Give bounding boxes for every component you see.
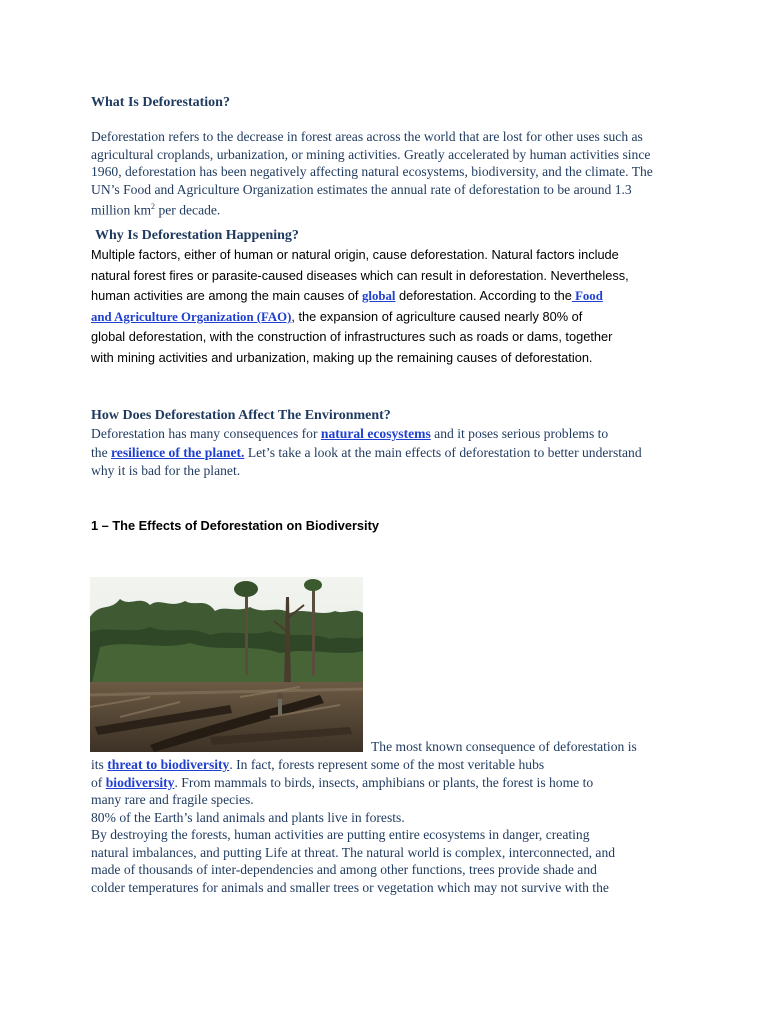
text-span: , the expansion of agriculture caused nearly 80% of	[291, 308, 583, 324]
link-resilience-of-planet[interactable]: resilience of the planet.	[111, 444, 245, 460]
heading-how-affects-environment: How Does Deforestation Affect The Environment?	[91, 408, 391, 423]
text-span: of	[91, 774, 106, 790]
heading-why-deforestation-happening: Why Is Deforestation Happening?	[95, 228, 299, 243]
deforestation-photo-graphic	[90, 577, 363, 752]
text-span: Let’s take a look at the main effects of deforestation to better understand	[244, 444, 642, 460]
text-span: . From mammals to birds, insects, amphibians or plants, the forest is home to	[174, 774, 594, 790]
heading-what-is-deforestation: What Is Deforestation?	[91, 95, 230, 110]
paragraph-line: Multiple factors, either of human or natural origin, cause deforestation. Natural factors include	[91, 247, 619, 262]
paragraph-line: made of thousands of inter-dependencies and among other functions, trees provide shade and	[91, 862, 597, 877]
photo-caption-line: The most known consequence of deforestation is	[371, 739, 637, 754]
paragraph-line: why it is bad for the planet.	[91, 463, 241, 478]
text-span: its	[91, 757, 108, 772]
paragraph-line	[91, 756, 615, 774]
paragraph-line: natural forest fires or parasite-caused diseases which can result in deforestation. Nevertheless,	[91, 267, 629, 283]
paragraph-line	[91, 774, 615, 792]
heading-effects-on-biodiversity: 1 – The Effects of Deforestation on Biodiversity	[91, 518, 379, 533]
deforestation-photo	[90, 577, 363, 752]
link-food[interactable]: Food	[571, 289, 603, 304]
paragraph-definition	[91, 128, 653, 219]
paragraph-line: By destroying the forests, human activities are putting entire ecosystems in danger, creating	[91, 827, 590, 842]
text-span: deforestation. According to the	[395, 288, 572, 304]
paragraph-line: with mining activities and urbanization, making up the remaining causes of deforestation.	[91, 349, 593, 365]
text-span: million km	[91, 202, 152, 218]
paragraph-line	[91, 286, 629, 307]
link-natural-ecosystems[interactable]: natural ecosystems	[320, 426, 431, 441]
link-fao[interactable]: and Agriculture Organization (FAO)	[91, 309, 292, 324]
paragraph-line: Deforestation refers to the decrease in forest areas across the world that are lost for other uses such as	[91, 129, 643, 144]
text-span: . In fact, forests represent some of the most veritable hubs	[229, 757, 545, 772]
paragraph-line	[91, 307, 629, 328]
paragraph-causes	[91, 245, 629, 369]
paragraph-line: agricultural croplands, urbanization, or mining activities. Greatly accelerated by human activities since	[91, 146, 651, 162]
paragraph-line: natural imbalances, and putting Life at threat. The natural world is complex, interconnected, and	[91, 844, 616, 860]
link-global[interactable]: global	[362, 289, 396, 304]
paragraph-line: UN’s Food and Agriculture Organization estimates the annual rate of deforestation to be around 1.3	[91, 181, 632, 197]
link-biodiversity[interactable]: biodiversity	[105, 774, 175, 790]
link-threat-to-biodiversity[interactable]: threat to biodiversity	[107, 757, 230, 772]
text-span: and it poses serious problems to	[430, 426, 609, 441]
text-span: human activities are among the main causes of	[91, 288, 363, 304]
text-span: per decade.	[155, 202, 221, 218]
paragraph-line: 1960, deforestation has been negatively affecting natural ecosystems, biodiversity, and the climate. The	[91, 164, 653, 179]
paragraph-line: 80% of the Earth’s land animals and plants live in forests.	[91, 809, 405, 825]
paragraph-line	[91, 444, 642, 463]
paragraph-line: many rare and fragile species.	[91, 792, 254, 807]
paragraph-line: global deforestation, with the construction of infrastructures such as roads or dams, together	[91, 329, 613, 345]
paragraph-biodiversity	[91, 756, 615, 896]
text-span: Deforestation has many consequences for	[91, 426, 321, 441]
superscript: 2	[151, 202, 156, 211]
paragraph-line	[91, 425, 642, 444]
text-span: the	[91, 444, 112, 460]
paragraph-consequences	[91, 425, 642, 481]
paragraph-line	[91, 198, 653, 219]
paragraph-line: colder temperatures for animals and smaller trees or vegetation which may not survive with the	[91, 879, 609, 895]
